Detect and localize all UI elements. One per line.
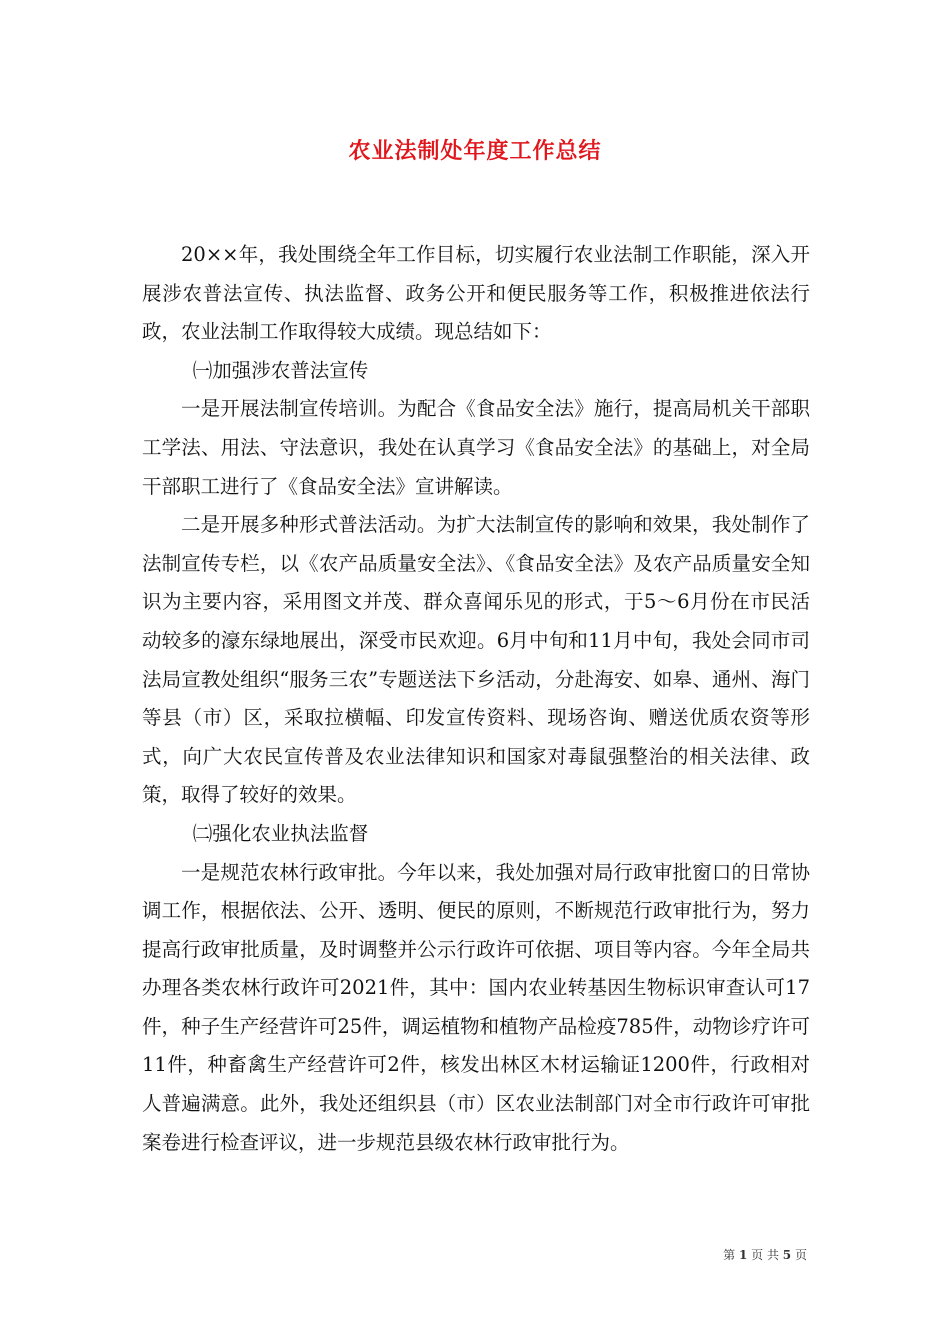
footer-current-page: 1: [738, 1248, 748, 1262]
section-heading-2: ㈡强化农业执法监督: [192, 821, 369, 845]
footer-prefix: 第: [723, 1248, 736, 1262]
document-body: [142, 236, 810, 1162]
document-title: 农业法制处年度工作总结: [348, 138, 602, 164]
section-heading-1: ㈠加强涉农普法宣传: [192, 358, 369, 382]
footer-middle: 页 共: [751, 1248, 779, 1262]
paragraph-1-1: 一是开展法制宣传培训。为配合《食品安全法》施行，提高局机关干部职工学法、用法、守法意识，我处在认真学习《食品安全法》的基础上，对全局干部职工进行了《食品安全法》宣讲解读。: [142, 397, 810, 498]
page-number-footer: [723, 1246, 807, 1263]
paragraph-intro: 20××年，我处围绕全年工作目标，切实履行农业法制工作职能，深入开展涉农普法宣传、执法监督、政务公开和便民服务等工作，积极推进依法行政，农业法制工作取得较大成绩。现总结如下：: [142, 243, 810, 344]
footer-suffix: 页: [794, 1248, 807, 1262]
paragraph-1-2: 二是开展多种形式普法活动。为扩大法制宣传的影响和效果，我处制作了法制宣传专栏，以《农产品质量安全法》、《食品安全法》及农产品质量安全知识为主要内容，采用图文并茂、群众喜闻乐见的形式，于5～6月份在市民活动较多的濠东绿地展出，深受市民欢迎。6月中旬和11月中旬，我处会同市司法局宣教处组织“服务三农”专题送法下乡活动，分赴海安、如皋、通州、海门等县（市）区，采取拉横幅、印发宣传资料、现场咨询、赠送优质农资等形式，向广大农民宣传普及农业法律知识和国家对毒鼠强整治的相关法律、政策，取得了较好的效果。: [142, 513, 810, 807]
footer-total-pages: 5: [782, 1248, 792, 1262]
paragraph-2-1: 一是规范农林行政审批。今年以来，我处加强对局行政审批窗口的日常协调工作，根据依法、公开、透明、便民的原则，不断规范行政审批行为，努力提高行政审批质量，及时调整并公示行政许可依据、项目等内容。今年全局共办理各类农林行政许可2021件，其中：国内农业转基因生物标识审查认可17件，种子生产经营许可25件，调运植物和植物产品检疫785件，动物诊疗许可11件，种畜禽生产经营许可2件，核发出林区木材运输证1200件，行政相对人普遍满意。此外，我处还组织县（市）区农业法制部门对全市行政许可审批案卷进行检查评议，进一步规范县级农林行政审批行为。: [142, 860, 810, 1154]
